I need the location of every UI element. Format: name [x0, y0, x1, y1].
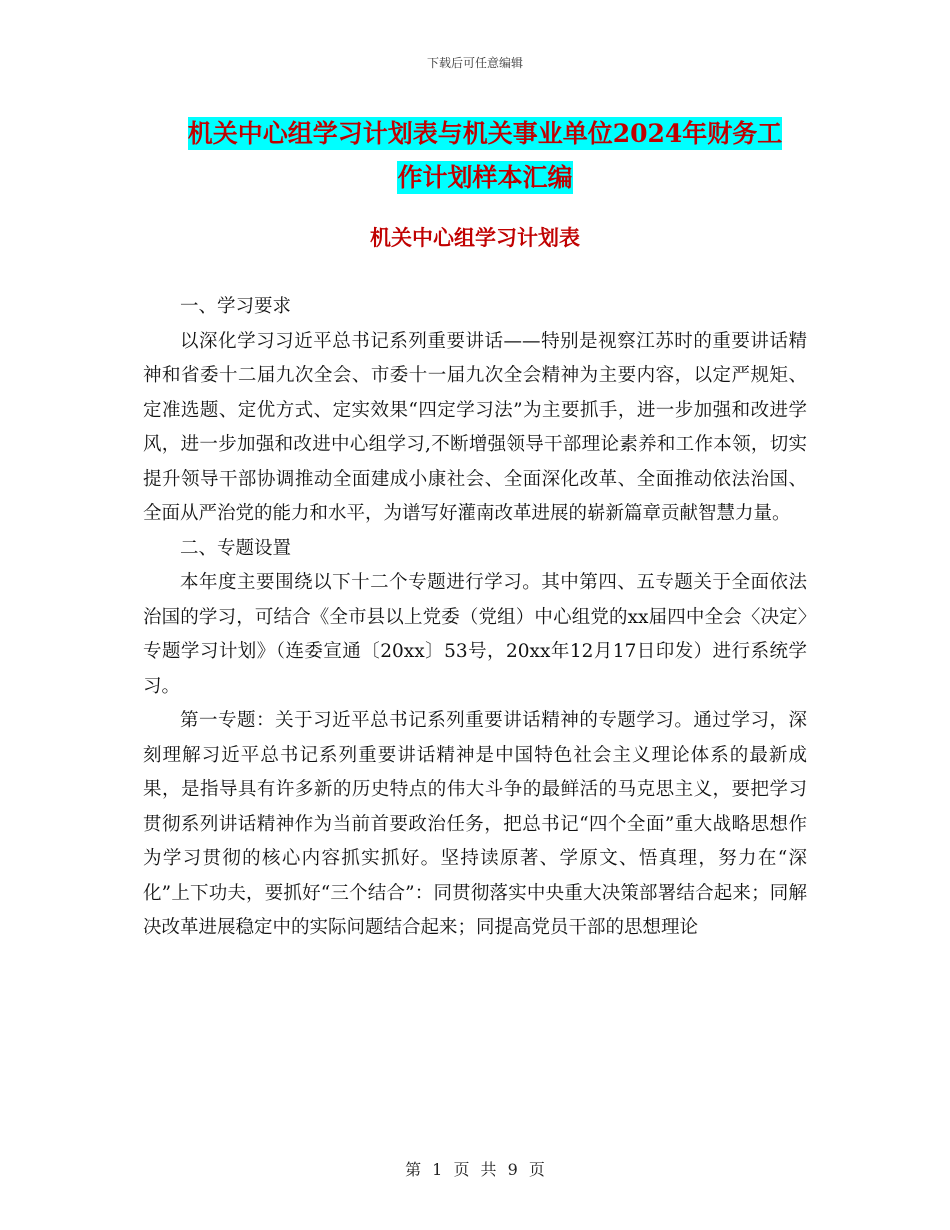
- paragraph-heading-requirements: 一、学习要求: [180, 296, 292, 317]
- section-title: 机关中心组学习计划表: [370, 225, 580, 250]
- page-footer: 第 1 页 共 9 页: [405, 1160, 545, 1179]
- paragraph-heading-topics: 二、专题设置: [180, 537, 292, 559]
- document-title-line-1: 机关中心组学习计划表与机关事业单位2024年财务工: [187, 119, 783, 148]
- paragraph: 第一专题：关于习近平总书记系列重要讲话精神的专题学习。通过学习，深刻理解习近平总书记系列重要讲话精神是中国特色社会主义理论体系的最新成果，是指导具有许多新的历史特点的伟大斗争的最鲜活的马克思主义，要把学习贯彻系列讲话精神作为当前首要政治任务，把总书记“四个全面”重大战略思想作为学习贯彻的核心内容抓实抓好。坚持读原著、学原文、悟真理，努力在“深化”上下功夫，要抓好“三个结合”：同贯彻落实中央重大决策部署结合起来；同解决改革进展稳定中的实际问题结合起来；同提高党员干部的思想理论: [143, 710, 807, 938]
- document-title-line-2: 作计划样本汇编: [397, 163, 573, 192]
- header-note: 下载后可任意编辑: [426, 56, 523, 70]
- body-text: [143, 290, 807, 946]
- document-title: [145, 112, 825, 200]
- paragraph: 以深化学习习近平总书记系列重要讲话——特别是视察江苏时的重要讲话精神和省委十二届九次全会、市委十一届九次全会精神为主要内容，以定严规矩、定准选题、定优方式、定实效果“四定学习法”为主要抓手，进一步加强和改进学风，进一步加强和改进中心组学习,不断增强领导干部理论素养和工作本领，切实提升领导干部协调推动全面建成小康社会、全面深化改革、全面推动依法治国、全面从严治党的能力和水平，为谱写好灌南改革进展的崭新篇章贡献智慧力量。: [143, 330, 807, 524]
- paragraph: 本年度主要围绕以下十二个专题进行学习。其中第四、五专题关于全面依法治国的学习，可结合《全市县以上党委（党组）中心组党的xx届四中全会〈决定〉专题学习计划》（连委宣通〔20xx〕53号，20xx年12月17日印发）进行系统学习。: [143, 572, 807, 697]
